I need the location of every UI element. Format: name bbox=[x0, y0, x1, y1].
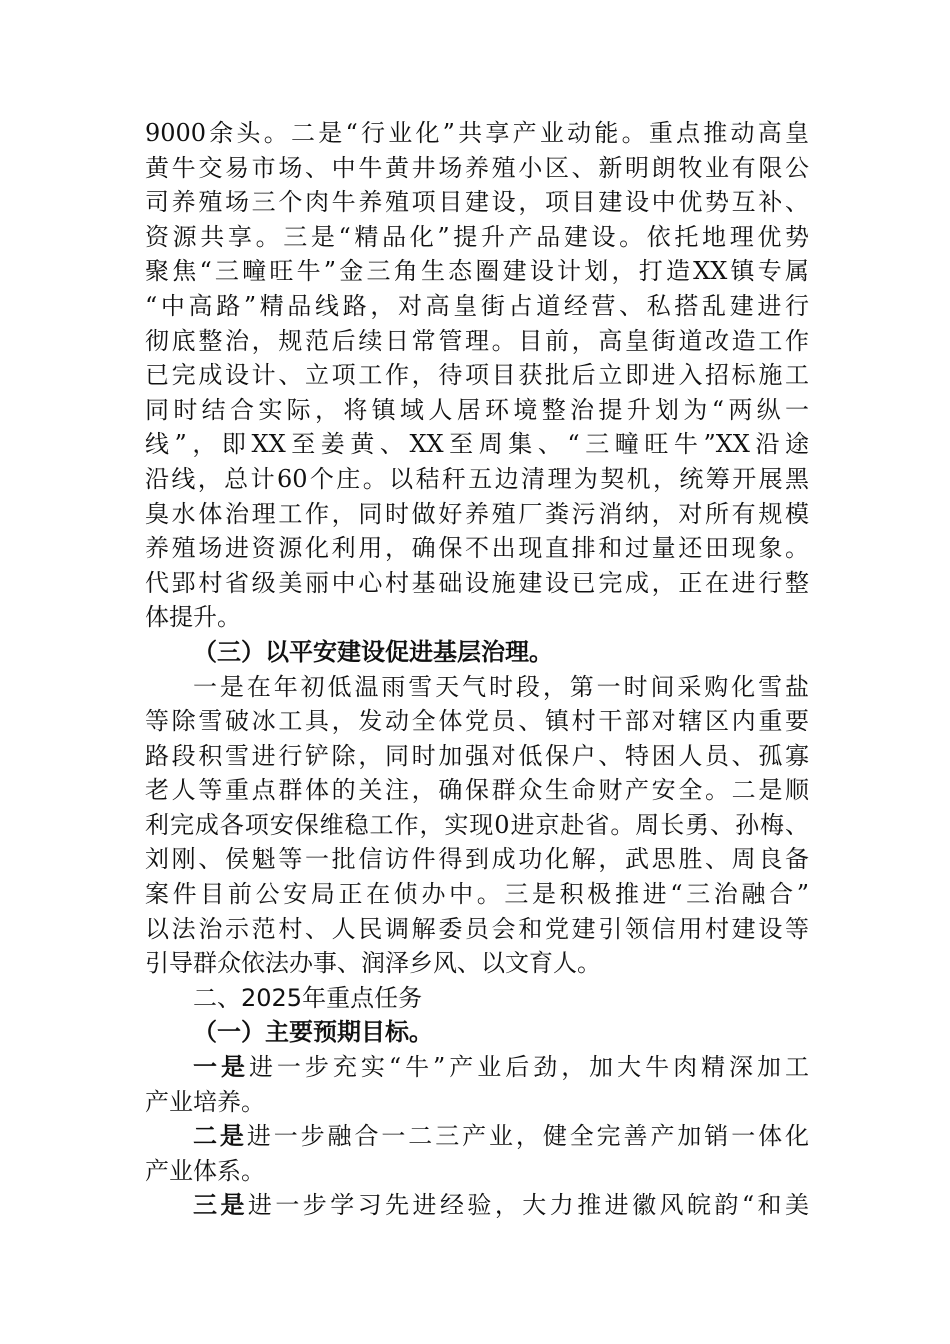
text-line: 等除雪破冰工具，发动全体党员、镇村干部对辖区内重要 bbox=[145, 707, 809, 736]
section-subheading-safety: （三）以平安建设促进基层治理。 bbox=[193, 636, 553, 666]
text-line: 一是在年初低温雨雪天气时段，第一时间采购化雪盐 bbox=[193, 672, 809, 701]
text-line: 体提升。 bbox=[145, 603, 241, 632]
paragraph-progress-summary bbox=[145, 116, 809, 635]
text-line: 9000余头。二是“行业化”共享产业动能。重点推动高皇 bbox=[145, 119, 809, 147]
goal-item-1 bbox=[145, 1050, 809, 1119]
text-line: 产业体系。 bbox=[145, 1156, 265, 1185]
goal-text: 进一步融合一二三产业，健全完善产加销一体化 bbox=[246, 1122, 810, 1151]
text-line: 线”，即XX至姜黄、XX至周集、“三疃旺牛”XX沿途 bbox=[145, 430, 809, 459]
text-line: 已完成设计、立项工作，待项目获批后立即进入招标施工 bbox=[145, 361, 809, 390]
document-page bbox=[145, 116, 809, 1223]
text-line: 司养殖场三个肉牛养殖项目建设，项目建设中优势互补、 bbox=[145, 188, 809, 217]
section-heading-2025-tasks: 二、2025年重点任务 bbox=[193, 983, 423, 1012]
text-line: 案件目前公安局正在侦办中。三是积极推进“三治融合” bbox=[145, 880, 809, 909]
goal-item-3 bbox=[145, 1188, 809, 1223]
text-line: 以法治示范村、人民调解委员会和党建引领信用村建设等 bbox=[145, 914, 809, 943]
text-line: 路段积雪进行铲除，同时加强对低保户、特困人员、孤寡 bbox=[145, 741, 809, 770]
text-line: 臭水体治理工作，同时做好养殖厂粪污消纳，对所有规模 bbox=[145, 499, 809, 528]
text-line: 养殖场进资源化利用，确保不出现直排和过量还田现象。 bbox=[145, 534, 809, 563]
text-line: 利完成各项安保维稳工作，实现0进京赴省。周长勇、孙梅、 bbox=[145, 810, 809, 839]
text-line: 代郢村省级美丽中心村基础设施建设已完成，正在进行整 bbox=[145, 568, 809, 597]
text-line: 老人等重点群体的关注，确保群众生命财产安全。二是顺 bbox=[145, 776, 809, 805]
text-line: 资源共享。三是“精品化”提升产品建设。依托地理优势 bbox=[145, 222, 809, 251]
goal-text: 进一步学习先进经验，大力推进徽风皖韵“和美 bbox=[247, 1191, 809, 1220]
text-line: 黄牛交易市场、中牛黄井场养殖小区、新明朗牧业有限公 bbox=[145, 153, 809, 182]
goal-lead: 一是 bbox=[193, 1052, 249, 1082]
goal-lead: 三是 bbox=[193, 1190, 248, 1220]
text-line: 沿线，总计60个庄。以秸秆五边清理为契机，统筹开展黑 bbox=[145, 464, 809, 493]
section-subheading-goals: （一）主要预期目标。 bbox=[193, 1017, 433, 1047]
goal-lead: 二是 bbox=[193, 1121, 247, 1151]
text-line: “中高路”精品线路，对高皇街占道经营、私搭乱建进行 bbox=[145, 291, 809, 320]
text-line: 同时结合实际，将镇域人居环境整治提升划为“两纵一 bbox=[145, 395, 809, 424]
paragraph-safety-governance bbox=[145, 670, 809, 981]
text-line bbox=[145, 1050, 809, 1085]
text-line: 刘刚、侯魁等一批信访件得到成功化解，武思胜、周良备 bbox=[145, 845, 809, 874]
text-line: 引导群众依法办事、润泽乡风、以文育人。 bbox=[145, 949, 601, 978]
text-line bbox=[145, 1119, 809, 1154]
text-line: 产业培养。 bbox=[145, 1087, 265, 1116]
goal-text: 进一步充实“牛”产业后劲，加大牛肉精深加工 bbox=[248, 1053, 809, 1082]
text-line: 聚焦“三疃旺牛”金三角生态圈建设计划，打造XX镇专属 bbox=[145, 257, 809, 286]
text-line bbox=[145, 1188, 809, 1223]
goal-item-2 bbox=[145, 1119, 809, 1188]
text-line: 彻底整治，规范后续日常管理。目前，高皇街道改造工作 bbox=[145, 326, 809, 355]
